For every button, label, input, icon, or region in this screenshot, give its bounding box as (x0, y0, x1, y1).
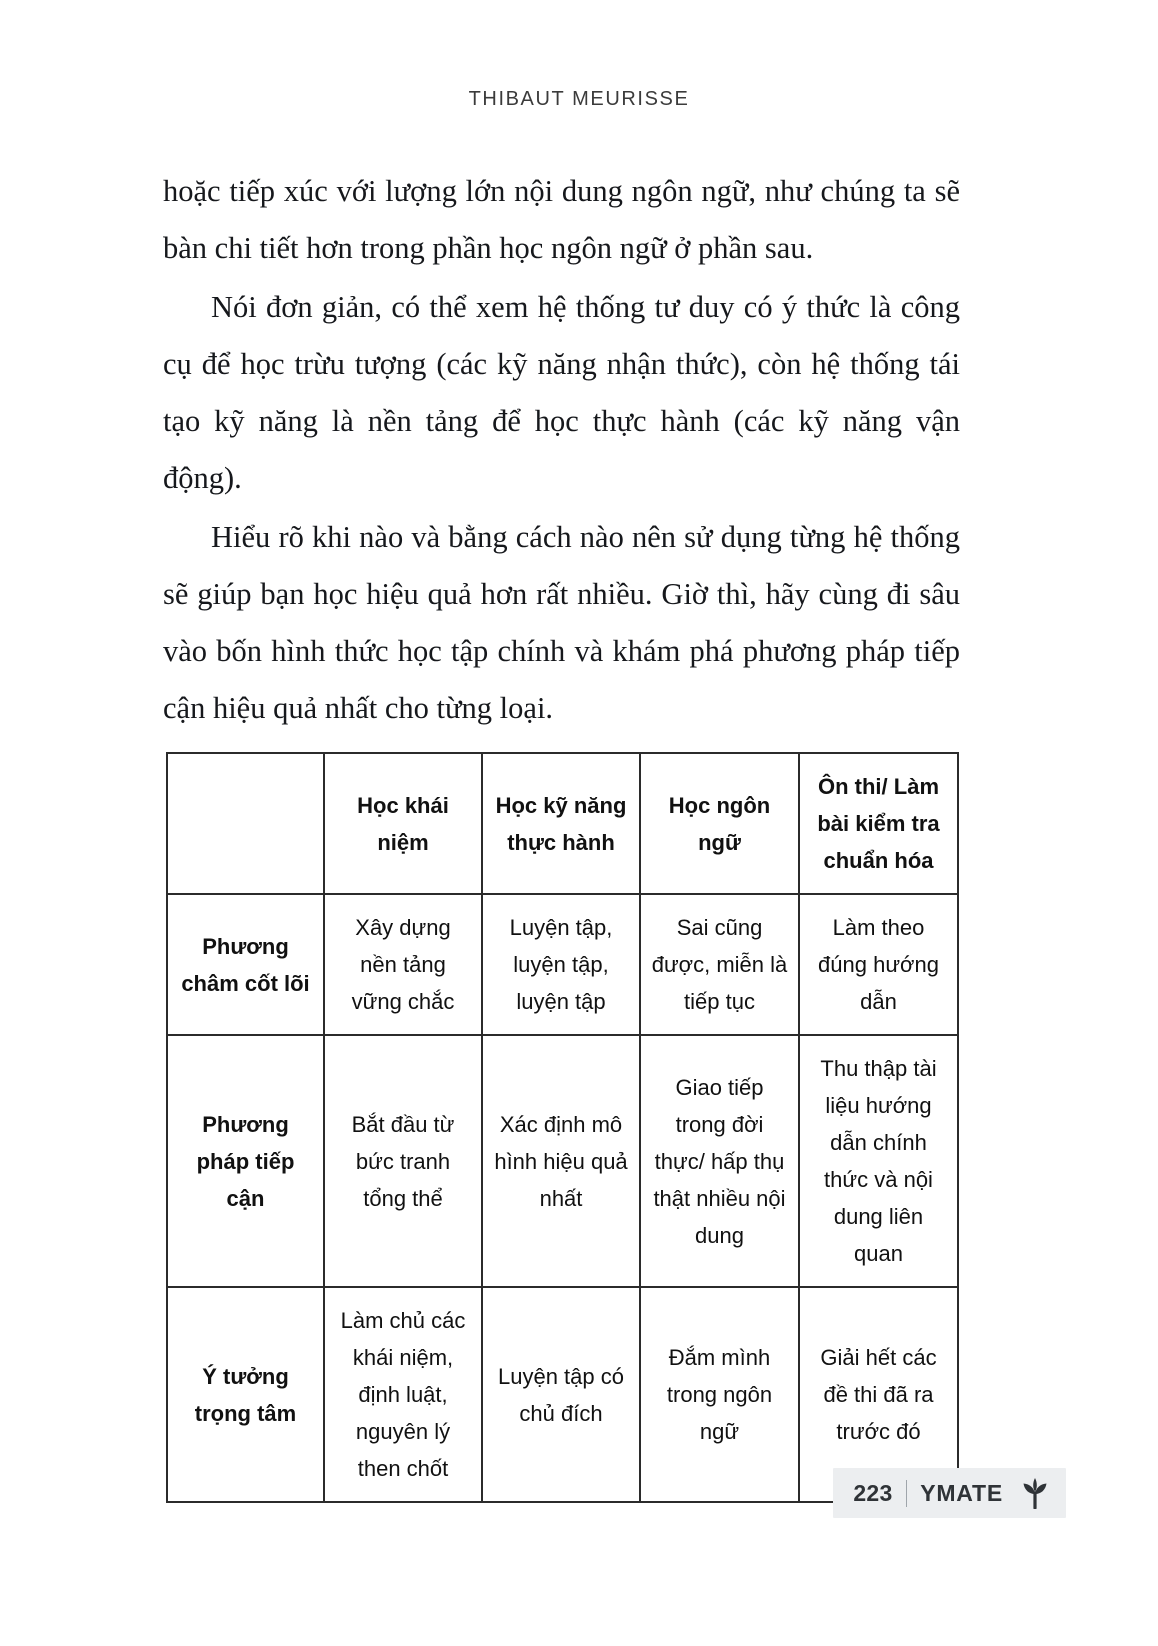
table-cell: Xây dựng nền tảng vững chắc (324, 894, 482, 1035)
table-cell: Thu thập tài liệu hướng dẫn chính thức và nội dung liên quan (799, 1035, 958, 1287)
table-corner-cell (167, 753, 324, 894)
table-cell: Giải hết các đề thi đã ra trước đó (799, 1287, 958, 1502)
body-text-block (163, 163, 960, 737)
paragraph-3: Hiểu rõ khi nào và bằng cách nào nên sử dụng từng hệ thống sẽ giúp bạn học hiệu quả hơn rất nhiều. Giờ thì, hãy cùng đi sâu vào bốn hình thức học tập chính và khám phá phương pháp tiếp cận hiệu quả nhất cho từng loại. (163, 520, 960, 725)
learning-comparison-table (166, 752, 959, 1503)
table-cell: Giao tiếp trong đời thực/ hấp thụ thật nhiều nội dung (640, 1035, 799, 1287)
paragraph-2: Nói đơn giản, có thể xem hệ thống tư duy có ý thức là công cụ để học trừu tượng (các kỹ năng nhận thức), còn hệ thống tái tạo kỹ năng là nền tảng để học thực hành (các kỹ năng vận động). (163, 290, 960, 495)
table-column-header-2: Học kỹ năng thực hành (482, 753, 640, 894)
table-column-header-3: Học ngôn ngữ (640, 753, 799, 894)
table-row (167, 894, 958, 1035)
table-cell: Đắm mình trong ngôn ngữ (640, 1287, 799, 1502)
table-cell: Bắt đầu từ bức tranh tổng thể (324, 1035, 482, 1287)
table-cell: Luyện tập, luyện tập, luyện tập (482, 894, 640, 1035)
ymate-sprout-icon (1018, 1477, 1052, 1509)
table-row (167, 1035, 958, 1287)
table-column-header-1: Học khái niệm (324, 753, 482, 894)
page-number: 223 (853, 1479, 893, 1506)
running-head: THIBAUT MEURISSE (468, 88, 690, 110)
table-row-header: Phương châm cốt lõi (167, 894, 324, 1035)
footer-badge (833, 1468, 1066, 1518)
table-cell: Xác định mô hình hiệu quả nhất (482, 1035, 640, 1287)
table-cell: Làm chủ các khái niệm, định luật, nguyên lý then chốt (324, 1287, 482, 1502)
brand-name: YMATE (920, 1479, 1003, 1506)
table-column-header-4: Ôn thi/ Làm bài kiểm tra chuẩn hóa (799, 753, 958, 894)
footer-divider (906, 1480, 908, 1507)
paragraph-1: hoặc tiếp xúc với lượng lớn nội dung ngôn ngữ, như chúng ta sẽ bàn chi tiết hơn trong phần học ngôn ngữ ở phần sau. (163, 174, 960, 265)
table-cell: Sai cũng được, miễn là tiếp tục (640, 894, 799, 1035)
table-cell: Làm theo đúng hướng dẫn (799, 894, 958, 1035)
table-header-row (167, 753, 958, 894)
table-cell: Luyện tập có chủ đích (482, 1287, 640, 1502)
table-row-header: Phương pháp tiếp cận (167, 1035, 324, 1287)
table-row-header: Ý tưởng trọng tâm (167, 1287, 324, 1502)
